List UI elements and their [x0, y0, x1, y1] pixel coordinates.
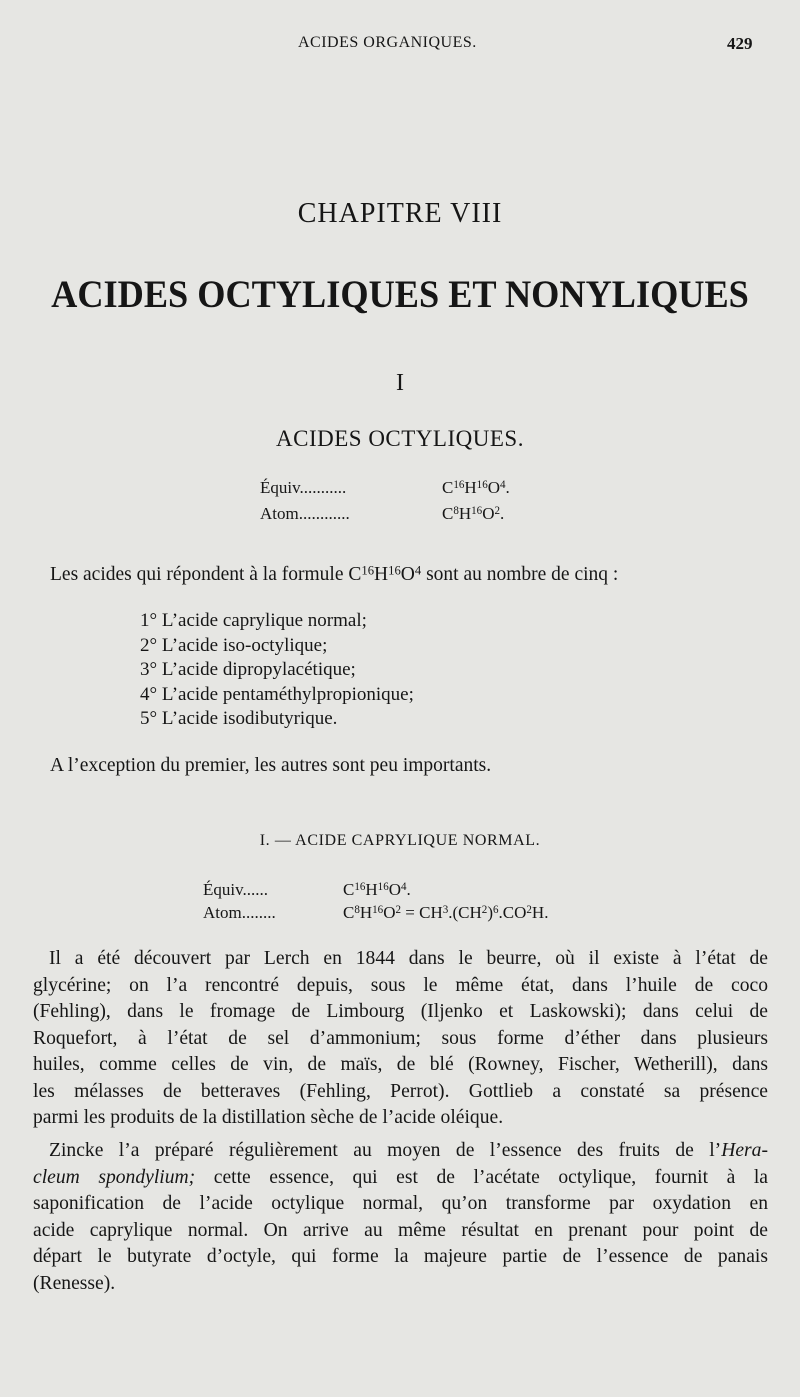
section-number: I [396, 370, 404, 396]
italic-text: Hera- [721, 1140, 768, 1161]
equiv-dots: ...... [242, 880, 269, 899]
atom-label: Atom [260, 504, 299, 523]
paragraph-line [33, 1138, 768, 1165]
line-text: cette essence, qui est de l’acétate octylique, fournit à la [195, 1166, 768, 1188]
intro-line: Les acides qui répondent à la formule $C^{16}H^{16}O^4$ sont au nombre de cinq : [50, 563, 619, 585]
paragraph-line: saponification de l’acide octylique normal, qu’on transforme par oxydation en [33, 1193, 768, 1214]
paragraph-line: Il a été découvert par Lerch en 1844 dans le beurre, où il existe à l’état de [49, 948, 768, 969]
atom-formula-1: $C^8H^{16}O^2$. [442, 504, 505, 523]
atom-row-1 [260, 504, 350, 524]
paragraph-line: (Renesse). [33, 1272, 116, 1294]
paragraph-line: huiles, comme celles de vin, de maïs, de blé (Rowney, Fischer, Wetherill), dans [33, 1054, 768, 1075]
paragraph-discovery [33, 946, 768, 1132]
italic-text: cleum spondylium; [33, 1166, 196, 1188]
intro-text-before: Les acides qui répondent à la formule C [50, 564, 362, 585]
intro-text-after: sont au nombre de cinq : [421, 564, 619, 585]
chapter-label: CHAPITRE VIII [297, 198, 503, 229]
paragraph-line [33, 1165, 768, 1192]
atom-dots: ............ [298, 504, 350, 523]
paragraph-line: parmi les produits de la distillation sèche de l’acide oléique. [33, 1107, 504, 1128]
paragraph-line: (Fehling), dans le fromage de Limbourg (Iljenko et Laskowski); dans celui de [33, 1001, 768, 1022]
subsection-title: I. — ACIDE CAPRYLIQUE NORMAL. [259, 832, 541, 849]
equiv-row-1 [260, 478, 346, 498]
page-number: 429 [727, 34, 753, 53]
equiv-label: Équiv [260, 478, 300, 497]
running-head: ACIDES ORGANIQUES. [298, 34, 477, 51]
equiv-formula-1: $C^{16}H^{16}O^4$. [442, 478, 510, 497]
paragraph-line: Roquefort, à l’état de sel d’ammonium; sous forme d’éther dans plusieurs [33, 1027, 768, 1049]
equiv-dots: ........... [299, 478, 347, 497]
paragraph-line: départ le butyrate d’octyle, qui forme la majeure partie de l’essence de panais [33, 1246, 768, 1267]
exception-line: A l’exception du premier, les autres sont peu importants. [50, 755, 492, 776]
equiv-row-2 [203, 880, 268, 900]
list-item: 3° L’acide dipropylacétique; [140, 659, 356, 680]
list-item: 4° L’acide pentaméthylpropionique; [140, 684, 414, 705]
atom-dots: ........ [241, 903, 276, 922]
paragraph-preparation [33, 1138, 768, 1297]
line-text: Zincke l’a préparé régulièrement au moyen de l’essence des fruits de l’ [49, 1140, 722, 1161]
chapter-title: ACIDES OCTYLIQUES ET NONYLIQUES [51, 273, 749, 316]
paragraph-line: glycérine; on l’a rencontré depuis, sous le même état, dans l’huile de coco [33, 974, 768, 996]
equiv-label: Équiv [203, 880, 243, 899]
equiv-formula-2: $C^{16}H^{16}O^4$. [343, 880, 411, 899]
atom-row-2 [203, 903, 276, 923]
section-title: ACIDES OCTYLIQUES. [276, 426, 524, 451]
atom-formula-2: $C^8H^{16}O^2 = CH^3.(CH^2)^6.CO^2H$. [343, 903, 549, 922]
paragraph-line: acide caprylique normal. On arrive au même résultat en prenant pour point de [33, 1219, 768, 1241]
atom-label: Atom [203, 903, 242, 922]
list-item: 2° L’acide iso-octylique; [140, 635, 328, 656]
list-item: 5° L’acide isodibutyrique. [140, 708, 338, 729]
list-item: 1° L’acide caprylique normal; [140, 610, 367, 631]
paragraph-line: les mélasses de betteraves (Fehling, Perrot). Gottlieb a constaté sa présence [33, 1080, 768, 1102]
